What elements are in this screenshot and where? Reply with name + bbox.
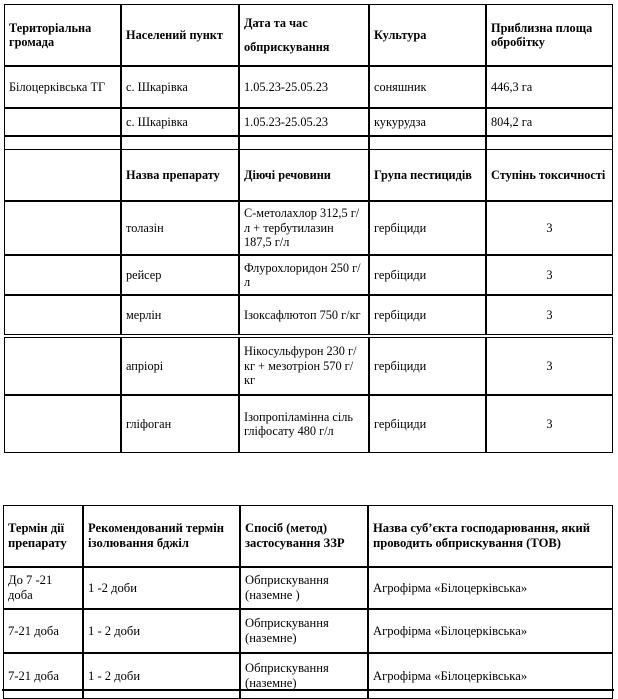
cell-active-substances: Флурохлоридон 250 г/л xyxy=(239,255,369,295)
cell-business-entity: Агрофірма «Білоцерківська» xyxy=(368,567,613,609)
cell-bee-isolation-term: 1 - 2 доби xyxy=(83,609,240,653)
cell-datetime: 1.05.23-25.05.23 xyxy=(239,66,369,108)
cell-preparation-name: апріорі xyxy=(121,337,239,395)
table-header-row xyxy=(3,505,613,567)
table-row xyxy=(4,66,613,108)
cell-area: 804,2 га xyxy=(486,108,613,136)
cell-crop: соняшник xyxy=(369,66,486,108)
cell-bee-isolation-term: 1 - 2 доби xyxy=(83,653,240,699)
table-row xyxy=(3,653,613,699)
page-bottom-rule xyxy=(2,689,614,691)
table-row xyxy=(4,108,613,136)
column-header-crop: Культура xyxy=(369,4,486,66)
cell-area: 446,3 га xyxy=(486,66,613,108)
table-isolation-and-method xyxy=(3,505,613,699)
cell-business-entity: Агрофірма «Білоцерківська» xyxy=(368,609,613,653)
cell-pesticide-group: гербіциди xyxy=(369,201,486,255)
column-header-empty xyxy=(4,149,121,201)
cell-toxicity-degree: 3 xyxy=(486,255,613,295)
table-row xyxy=(3,567,613,609)
column-header-datetime xyxy=(239,4,369,66)
table-spraying-schedule xyxy=(4,4,613,157)
column-header-preparation-name: Назва препарату xyxy=(121,149,239,201)
header-line-spacer xyxy=(244,30,364,40)
table-row xyxy=(3,609,613,653)
cell-empty xyxy=(4,201,121,255)
cell-preparation-name: мерлін xyxy=(121,295,239,335)
column-header-business-entity: Назва суб’єкта господарювання, який проводить обприскування (ТОВ) xyxy=(368,505,613,567)
cell-settlement: с. Шкарівка xyxy=(121,108,239,136)
cell-community: Білоцерківська ТГ xyxy=(4,66,121,108)
column-header-community: Територіальна громада xyxy=(4,4,121,66)
cell-application-method: Обприскування (наземне ) xyxy=(240,567,368,609)
column-header-pesticide-group: Група пестицидів xyxy=(369,149,486,201)
cell-pesticide-group: гербіциди xyxy=(369,255,486,295)
cell-empty xyxy=(4,337,121,395)
column-header-preparation-term: Термін дії препарату xyxy=(3,505,83,567)
cell-empty xyxy=(4,255,121,295)
cell-toxicity-degree: 3 xyxy=(486,201,613,255)
table-preparations-continued xyxy=(4,337,613,453)
cell-active-substances: Ізопропіламінна сіль гліфосату 480 г/л xyxy=(239,395,369,453)
table-header-row xyxy=(4,149,613,201)
cell-datetime: 1.05.23-25.05.23 xyxy=(239,108,369,136)
cell-preparation-term: 7-21 доба xyxy=(3,653,83,699)
table-row xyxy=(4,395,613,453)
column-header-active-substances: Діючі речовини xyxy=(239,149,369,201)
column-header-area: Приблизна площа обробітку xyxy=(486,4,613,66)
column-header-bee-isolation-term: Рекомендований термін ізолювання бджіл xyxy=(83,505,240,567)
cell-preparation-name: толазін xyxy=(121,201,239,255)
cell-toxicity-degree: 3 xyxy=(486,295,613,335)
cell-settlement: с. Шкарівка xyxy=(121,66,239,108)
table-header-row xyxy=(4,4,613,66)
column-header-datetime-line1: Дата та час xyxy=(244,15,308,30)
column-header-application-method: Спосіб (метод) застосування ЗЗР xyxy=(240,505,368,567)
column-header-datetime-line2: обприскування xyxy=(244,40,330,54)
column-header-toxicity-degree: Ступінь токсичності xyxy=(486,149,613,201)
cell-bee-isolation-term: 1 -2 доби xyxy=(83,567,240,609)
column-header-settlement: Населений пункт xyxy=(121,4,239,66)
cell-empty xyxy=(4,295,121,335)
cell-application-method: Обприскування (наземне) xyxy=(240,609,368,653)
table-row xyxy=(4,255,613,295)
cell-crop: кукурудза xyxy=(369,108,486,136)
cell-active-substances: Ізоксафлютоп 750 г/кг xyxy=(239,295,369,335)
table-row xyxy=(4,295,613,335)
cell-preparation-term: 7-21 доба xyxy=(3,609,83,653)
cell-business-entity: Агрофірма «Білоцерківська» xyxy=(368,653,613,699)
cell-pesticide-group: гербіциди xyxy=(369,337,486,395)
cell-preparation-name: гліфоган xyxy=(121,395,239,453)
cell-application-method: Обприскування (наземне) xyxy=(240,653,368,699)
cell-toxicity-degree: 3 xyxy=(486,395,613,453)
table-row xyxy=(4,201,613,255)
cell-empty xyxy=(4,395,121,453)
cell-pesticide-group: гербіциди xyxy=(369,395,486,453)
cell-pesticide-group: гербіциди xyxy=(369,295,486,335)
cell-preparation-name: рейсер xyxy=(121,255,239,295)
cell-active-substances: С-метолахлор 312,5 г/л + тербутилазин 187,5 г/л xyxy=(239,201,369,255)
cell-toxicity-degree: 3 xyxy=(486,337,613,395)
cell-active-substances: Нікосульфурон 230 г/кг + мезотріон 570 г/кг xyxy=(239,337,369,395)
cell-community xyxy=(4,108,121,136)
cell-preparation-term: До 7 -21 доба xyxy=(3,567,83,609)
table-preparations xyxy=(4,149,613,335)
table-row xyxy=(4,337,613,395)
